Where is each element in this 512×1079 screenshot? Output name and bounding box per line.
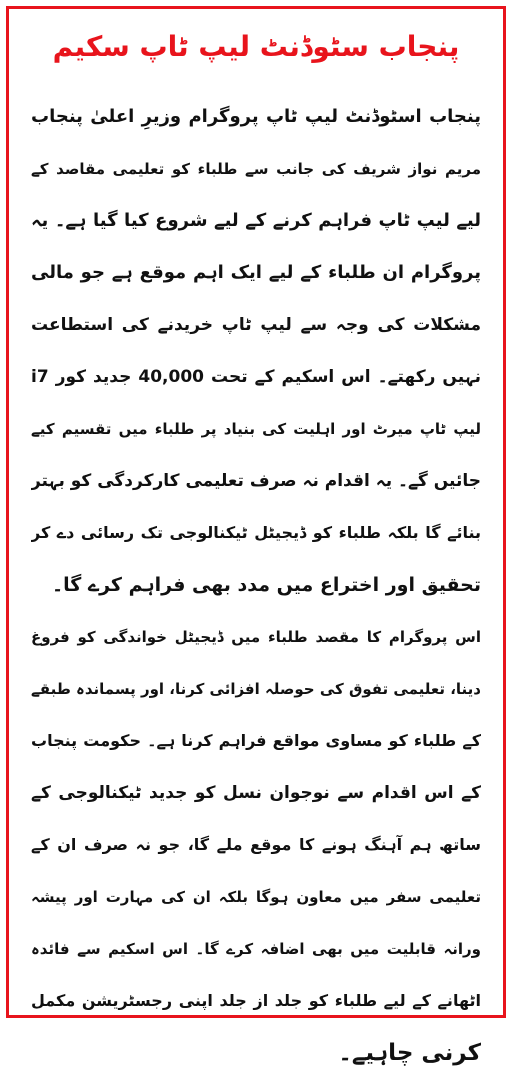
text-line: ورانہ قابلیت میں بھی اضافہ کرے گا۔ اس اسکیم سے فائدہ	[31, 940, 481, 958]
text-line: کرنی چاہیے۔	[338, 1040, 481, 1066]
text-line: جائیں گے۔ یہ اقدام نہ صرف تعلیمی کارکردگی کو بہتر	[31, 471, 481, 491]
paragraph-1	[31, 91, 481, 611]
text-line: کے طلباء کو مساوی مواقع فراہم کرنا ہے۔ حکومت پنجاب	[31, 731, 481, 750]
text-line: مشکلات کی وجہ سے لیپ ٹاپ خریدنے کی استطاعت	[31, 315, 481, 335]
text-line: تحقیق اور اختراع میں مدد بھی فراہم کرے گا۔	[52, 574, 481, 596]
text-line: پروگرام ان طلباء کے لیے ایک اہم موقع ہے جو مالی	[31, 262, 481, 283]
text-line: ساتھ ہم آہنگ ہونے کا موقع ملے گا، جو نہ صرف ان کے	[31, 835, 481, 854]
text-line: بنائے گا بلکہ طلباء کو ڈیجیٹل ٹیکنالوجی تک رسائی دے کر	[31, 523, 481, 542]
text-line: نہیں رکھتے۔ اس اسکیم کے تحت 40,000 جدید کور i7	[31, 367, 481, 387]
text-line: لیے لیپ ٹاپ فراہم کرنے کے لیے شروع کیا گیا ہے۔ یہ	[31, 210, 481, 231]
text-line: لیپ ٹاپ میرٹ اور اہلیت کی بنیاد پر طلباء میں تقسیم کیے	[31, 420, 481, 438]
article-title: پنجاب سٹوڈنٹ لیپ ٹاپ سکیم	[52, 30, 460, 63]
text-line: مریم نواز شریف کی جانب سے طلباء کو تعلیمی مقاصد کے	[31, 160, 481, 178]
text-line: تعلیمی سفر میں معاون ہوگا بلکہ ان کی مہارت اور پیشہ	[31, 888, 481, 906]
text-line: پنجاب اسٹوڈنٹ لیپ ٹاپ پروگرام وزیرِ اعلیٰ پنجاب	[31, 106, 481, 127]
paragraph-2	[31, 611, 481, 1079]
text-line: اٹھانے کے لیے طلباء کو جلد از جلد اپنی رجسٹریشن مکمل	[31, 991, 481, 1010]
text-line: دینا، تعلیمی تفوق کی حوصلہ افزائی کرنا، اور پسماندہ طبقے	[31, 680, 481, 698]
text-line: کے اس اقدام سے نوجوان نسل کو جدید ٹیکنالوجی کے	[31, 783, 481, 803]
article-frame	[6, 6, 506, 1066]
article-body	[31, 91, 481, 1079]
text-line: اس پروگرام کا مقصد طلباء میں ڈیجیٹل خواندگی کو فروغ	[31, 628, 481, 646]
